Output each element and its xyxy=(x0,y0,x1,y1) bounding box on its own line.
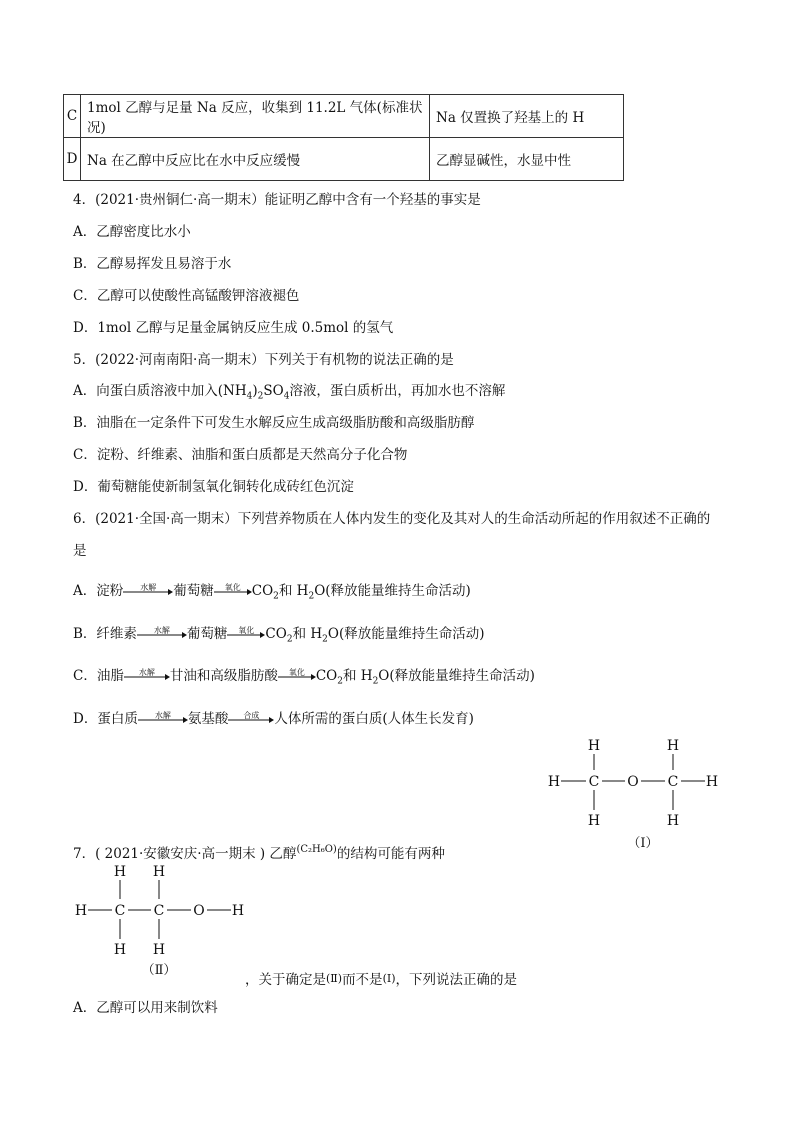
subscript: 2 xyxy=(257,391,264,402)
atom-h: H xyxy=(666,813,680,829)
q7-stem-text: 的结构可能有两种 xyxy=(336,846,445,862)
arrow-label: 水解 xyxy=(140,582,157,592)
q5-a-text: SO xyxy=(263,383,284,399)
option-text: 氨基酸 xyxy=(187,711,229,727)
arrow-label: 合成 xyxy=(243,710,260,720)
atom-h: H xyxy=(152,942,166,958)
subscript: 2 xyxy=(372,676,379,687)
option-text: O(释放能量维持生命活动) xyxy=(378,668,535,684)
option-text: D．蛋白质 xyxy=(73,711,138,727)
reaction-arrow xyxy=(124,667,170,681)
atom-o: O xyxy=(193,903,205,919)
atom-c: C xyxy=(588,774,600,790)
reaction-arrow xyxy=(278,667,316,681)
option-text: O(释放能量维持生命活动) xyxy=(327,626,485,642)
q7-stem-continuation xyxy=(245,968,517,988)
q6-stem: 6．(2021·全国·高一期末）下列营养物质在人体内发生的变化及其对人的生命活动所起的作用叙述不正确的 xyxy=(73,511,711,527)
q4-option-a: A．乙醇密度比水小 xyxy=(73,224,191,240)
arrow-label: 氧化 xyxy=(288,667,305,677)
options-table xyxy=(63,94,624,181)
q6-stem-cont: 是 xyxy=(73,543,87,559)
row-conclusion: 乙醇显碱性，水显中性 xyxy=(430,138,624,181)
option-text: A．淀粉 xyxy=(73,583,124,599)
arrow-label: 水解 xyxy=(153,625,170,635)
q6-option-b xyxy=(73,622,484,645)
atom-c: C xyxy=(153,903,165,919)
q6-option-d xyxy=(73,707,474,727)
reaction-arrow xyxy=(137,625,187,639)
atom-h: H xyxy=(547,774,561,790)
arrow-label: 水解 xyxy=(154,710,171,720)
option-text: 和 H xyxy=(278,583,309,599)
structure-label-ii: （Ⅱ） xyxy=(141,963,177,978)
subscript: 4 xyxy=(246,391,253,402)
option-text: 葡萄糖 xyxy=(186,626,228,642)
q7-stem-text: 而不是 xyxy=(342,972,383,988)
q6-option-a xyxy=(73,579,471,602)
row-experiment: 1mol 乙醇与足量 Na 反应，收集到 11.2L 气体(标准状况) xyxy=(81,95,430,138)
structure-ref-ii: (Ⅱ) xyxy=(326,972,343,985)
arrow-label: 氧化 xyxy=(238,625,255,635)
atom-o: O xyxy=(627,774,639,790)
reaction-arrow xyxy=(123,582,173,596)
option-text: CO xyxy=(251,583,274,599)
subscript: 2 xyxy=(308,591,315,602)
option-text: B．纤维素 xyxy=(73,626,137,642)
row-conclusion: Na 仅置换了羟基上的 H xyxy=(430,95,624,138)
option-text: CO xyxy=(265,626,287,642)
structure-diagram-i xyxy=(540,728,730,856)
option-text: 和 H xyxy=(292,626,323,642)
q5-a-text: ) xyxy=(252,383,258,399)
subscript: 2 xyxy=(286,634,293,645)
q7-stem-text: 7．( 2021·安徽安庆·高一期末 ) 乙醇 xyxy=(73,846,297,862)
subscript: 2 xyxy=(322,634,328,645)
reaction-arrow xyxy=(228,710,274,724)
q7-option-a: A．乙醇可以用来制饮料 xyxy=(73,1000,218,1016)
option-text: 甘油和高级脂肪酸 xyxy=(169,668,278,684)
atom-h: H xyxy=(231,903,245,919)
option-text: CO xyxy=(315,668,338,684)
table-row xyxy=(64,138,624,181)
reaction-arrow xyxy=(214,582,252,596)
q5-a-text: A．向蛋白质溶液中加入(NH xyxy=(73,383,247,399)
q5-option-d: D．葡萄糖能使新制氢氧化铜转化成砖红色沉淀 xyxy=(73,479,354,495)
atom-h: H xyxy=(587,813,601,829)
q4-option-d: D．1mol 乙醇与足量金属钠反应生成 0.5mol 的氢气 xyxy=(73,320,394,336)
q5-stem: 5．(2022·河南南阳·高一期末）下列关于有机物的说法正确的是 xyxy=(73,352,454,368)
reaction-arrow xyxy=(227,625,265,639)
row-letter: D xyxy=(64,138,81,181)
q5-option-a xyxy=(73,379,505,402)
q6-option-c xyxy=(73,664,535,687)
q4-option-c: C．乙醇可以使酸性高锰酸钾溶液褪色 xyxy=(73,288,300,304)
reaction-arrow xyxy=(138,710,188,724)
q5-option-b: B．油脂在一定条件下可发生水解反应生成高级脂肪酸和高级脂肪醇 xyxy=(73,415,475,431)
q4-option-b: B．乙醇易挥发且易溶于水 xyxy=(73,256,232,272)
subscript: 2 xyxy=(273,591,279,602)
atom-c: C xyxy=(667,774,679,790)
option-text: O(释放能量维持生命活动) xyxy=(314,583,471,599)
option-text: 和 H xyxy=(342,668,373,684)
q5-a-text: 溶液，蛋白质析出，再加水也不溶解 xyxy=(289,383,506,399)
atom-h: H xyxy=(113,942,127,958)
option-text: 葡萄糖 xyxy=(173,583,214,599)
row-letter: C xyxy=(64,95,81,138)
structure-label-i: （Ⅰ） xyxy=(627,836,659,851)
arrow-label: 氧化 xyxy=(224,582,241,592)
structure-diagram-ii xyxy=(68,858,258,980)
ethanol-formula: (C₂H₆O) xyxy=(296,844,337,855)
q5-option-c: C．淀粉、纤维素、油脂和蛋白质都是天然高分子化合物 xyxy=(73,447,408,463)
arrow-label: 水解 xyxy=(138,667,155,677)
q7-stem-text: ，关于确定是 xyxy=(245,972,326,988)
atom-h: H xyxy=(587,738,601,754)
option-text: C．油脂 xyxy=(73,668,124,684)
structure-ref-i: (Ⅰ) xyxy=(382,972,396,985)
table-row xyxy=(64,95,624,138)
atom-h: H xyxy=(113,864,127,880)
subscript: 4 xyxy=(283,391,290,402)
atom-c: C xyxy=(114,903,126,919)
atom-h: H xyxy=(705,774,719,790)
subscript: 2 xyxy=(337,676,343,687)
option-text: 人体所需的蛋白质(人体生长发育) xyxy=(274,711,474,727)
row-experiment: Na 在乙醇中反应比在水中反应缓慢 xyxy=(81,138,430,181)
q4-stem: 4．(2021·贵州铜仁·高一期末）能证明乙醇中含有一个羟基的事实是 xyxy=(73,192,481,208)
atom-h: H xyxy=(74,903,88,919)
atom-h: H xyxy=(666,738,680,754)
atom-h: H xyxy=(152,864,166,880)
q7-stem-text: ，下列说法正确的是 xyxy=(395,972,517,988)
